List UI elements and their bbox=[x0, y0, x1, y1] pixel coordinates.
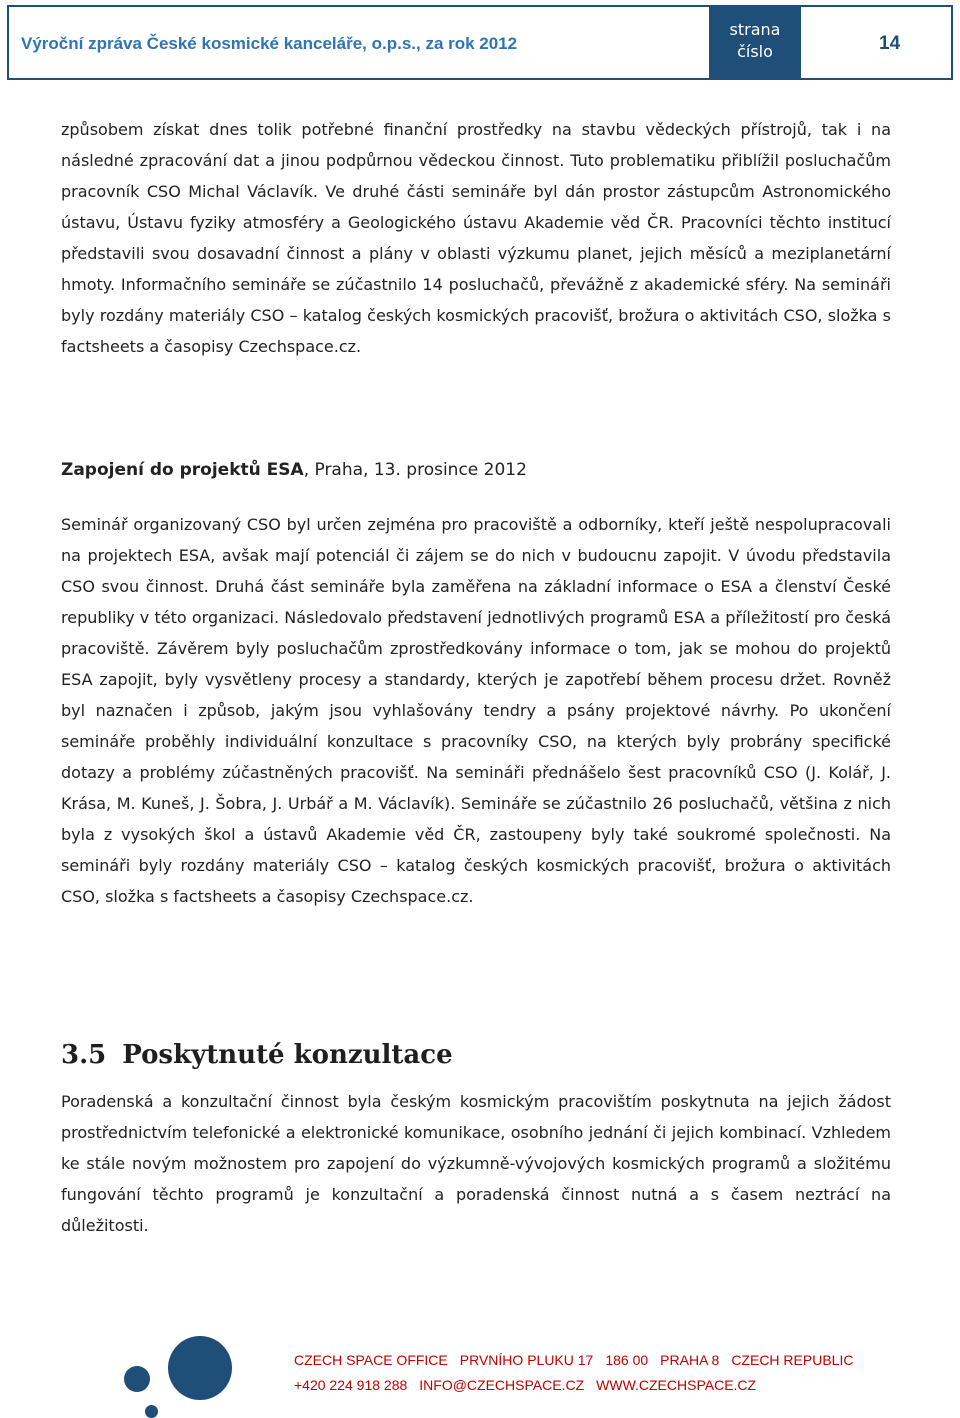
page-label-line2: číslo bbox=[737, 42, 773, 61]
logo-large-circle bbox=[168, 1336, 232, 1400]
footer-street: PRVNÍHO PLUKU 17 bbox=[459, 1352, 594, 1368]
footer-web: WWW.CZECHSPACE.CZ bbox=[596, 1377, 757, 1393]
report-title: Výroční zpráva České kosmické kanceláře, o.p.s., za rok 2012 bbox=[21, 34, 518, 53]
footer-country: CZECH REPUBLIC bbox=[731, 1352, 854, 1368]
section-title: Poskytnuté konzultace bbox=[122, 1040, 453, 1070]
logo-small-circle bbox=[145, 1405, 158, 1418]
event-subheading bbox=[61, 460, 527, 480]
event-place-date: , Praha, 13. prosince 2012 bbox=[303, 460, 527, 480]
footer-contacts bbox=[294, 1377, 768, 1393]
section-number: 3.5 bbox=[61, 1040, 107, 1070]
page-header bbox=[7, 5, 953, 80]
footer-address bbox=[294, 1352, 865, 1368]
footer-org: CZECH SPACE OFFICE bbox=[294, 1352, 448, 1368]
footer-city: PRAHA 8 bbox=[660, 1352, 720, 1368]
footer-phone: +420 224 918 288 bbox=[294, 1377, 408, 1393]
page-label-line1: strana bbox=[729, 20, 781, 39]
footer-email: INFO@CZECHSPACE.CZ bbox=[419, 1377, 585, 1393]
paragraph-consultations: Poradenská a konzultační činnost byla českým kosmickým pracovištím poskytnuta na jejich žádost prostřednictvím telefonické a elektronické komunikace, osobního jednání či jejich kombinací. Vzhledem ke stále novým možnostem pro zapojení do výzkumně-vývojových kosmických programů a složitému fungování těchto programů je konzultační a poradenská činnost nutná a s časem neztrácí na důležitosti. bbox=[61, 1092, 891, 1235]
paragraph-seminar-end: způsobem získat dnes tolik potřebné finanční prostředky na stavbu vědeckých přístrojů, tak i na následné zpracování dat a jinou podpůrnou vědeckou činnost. Tuto problematiku přiblížil posluchačům pracovník CSO Michal Václavík. Ve druhé části semináře byl dán prostor zástupcům Astronomického ústavu, Ústavu fyziky atmosféry a Geologického ústavu Akademie věd ČR. Pracovníci těchto institucí představili svou dosavadní činnost a plány v oblasti výzkumu planet, jejich měsíců a meziplanetární hmoty. Informačního semináře se zúčastnilo 14 posluchačů, převážně z akademické sféry. Na semináři byly rozdány materiály CSO – katalog českých kosmických pracovišť, brožura o aktivitách CSO, složka s factsheets a časopisy Czechspace.cz. bbox=[61, 120, 891, 356]
footer-zip: 186 00 bbox=[605, 1352, 649, 1368]
paragraph-esa-seminar: Seminář organizovaný CSO byl určen zejména pro pracoviště a odborníky, kteří ještě nespolupracovali na projektech ESA, avšak mají potenciál či zájem se do nich v budoucnu zapojit. V úvodu představila CSO svou činnost. Druhá část semináře byla zaměřena na základní informace o ESA a členství České republiky v této organizaci. Následovalo představení jednotlivých programů ESA a příležitostí pro česká pracoviště. Závěrem byly posluchačům zprostředkovány informace o tom, jak se mohou do projektů ESA zapojit, byly vysvětleny procesy a standardy, kterých je zapotřebí během procesu držet. Rovněž byl naznačen i způsob, jakým jsou vyhlašovány tendry a psány projektové návrhy. Po ukončení semináře proběhly individuální konzultace s pracovníky CSO, na kterých byly probrány specifické dotazy a problémy zúčastněných pracovišť. Na semináři přednášelo šest pracovníků CSO (J. Kolář, J. Krása, M. Kuneš, J. Šobra, J. Urbář a M. Václavík). Semináře se zúčastnilo 26 posluchačů, většina z nich byla z vysokých škol a ústavů Akademie věd ČR, zastoupeny byly také soukromé společnosti. Na semináři byly rozdány materiály CSO – katalog českých kosmických pracovišť, brožura o aktivitách CSO, složka s factsheets a časopisy Czechspace.cz. bbox=[61, 515, 891, 906]
section-heading bbox=[61, 1040, 453, 1070]
logo-medium-circle bbox=[124, 1366, 150, 1392]
page-number: 14 bbox=[879, 33, 901, 54]
event-title: Zapojení do projektů ESA bbox=[61, 460, 304, 480]
page-number-label bbox=[709, 7, 801, 78]
